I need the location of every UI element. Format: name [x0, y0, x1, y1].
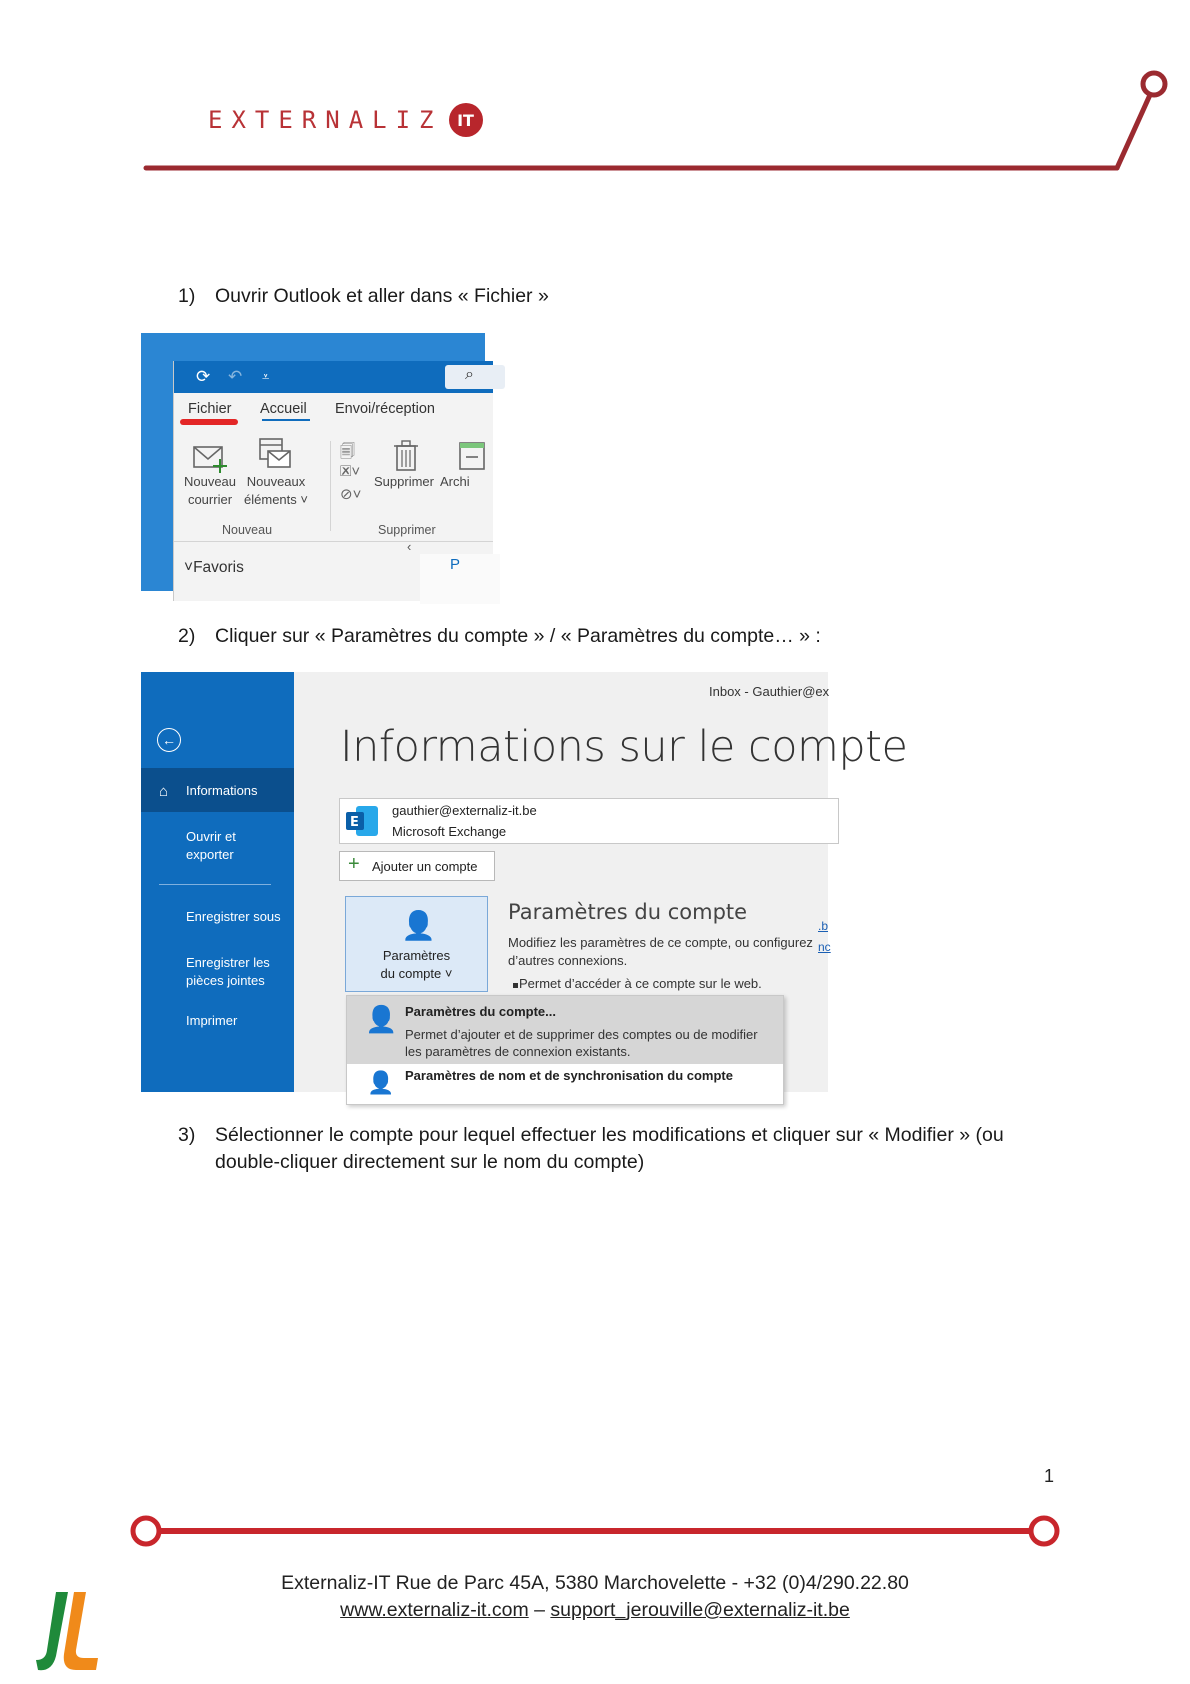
sidebar-label: pièces jointes: [186, 973, 265, 988]
quick-access-toolbar: [174, 361, 493, 393]
home-icon: ⌂: [159, 783, 169, 800]
account-info-screenshot: [141, 672, 908, 1095]
dropdown-item-title: Paramètres du compte...: [405, 1004, 556, 1019]
account-email: gauthier@externaliz-it.be: [392, 803, 537, 818]
sidebar-label: exporter: [186, 847, 234, 862]
header-rule-node: [1143, 73, 1165, 95]
step-number: 1): [178, 285, 196, 307]
delete-button[interactable]: Supprimer: [374, 474, 434, 489]
new-items-icon: [256, 435, 292, 473]
link-fragment[interactable]: nc: [818, 940, 831, 954]
page-title: Informations sur le compte: [340, 722, 908, 772]
archive-icon: [456, 439, 486, 473]
sidebar-divider: [159, 884, 271, 885]
page-number: 1: [1044, 1466, 1055, 1486]
junk-icon[interactable]: ⊘˅: [340, 486, 362, 503]
logo-text: EXTERNALIZ: [208, 106, 443, 134]
sync-icon[interactable]: ⟳: [196, 367, 211, 386]
sidebar-item-ouvrir-exporter[interactable]: [186, 828, 236, 864]
collapse-pane-icon[interactable]: ‹: [407, 539, 412, 554]
new-mail-label-2: courrier: [187, 492, 233, 507]
step-number: 2): [178, 625, 196, 647]
sidebar-item-imprimer[interactable]: Imprimer: [186, 1013, 238, 1028]
footer-website-link[interactable]: www.externaliz-it.com: [340, 1599, 529, 1621]
mail-pane-fragment: [420, 554, 500, 604]
group-label-supprimer: Supprimer: [378, 523, 436, 537]
add-account-label: Ajouter un compte: [372, 859, 478, 874]
step-text: Cliquer sur « Paramètres du compte » / « Paramètres du compte… » :: [215, 625, 821, 647]
plus-icon: +: [348, 853, 360, 875]
search-box[interactable]: [445, 365, 505, 389]
footer-address: Externaliz-IT Rue de Parc 45A, 5380 Marchovelette - +32 (0)4/290.22.80: [281, 1572, 909, 1594]
archive-button[interactable]: Archi: [440, 474, 470, 489]
tab-fichier[interactable]: Fichier: [188, 401, 232, 417]
jl-logo: [34, 1590, 100, 1674]
tab-envoi-reception[interactable]: Envoi/réception: [335, 401, 435, 417]
favorites-header[interactable]: [184, 559, 244, 577]
exchange-icon: [344, 804, 380, 838]
externaliz-logo: [208, 98, 483, 142]
add-account-button[interactable]: [339, 851, 495, 881]
chevron-down-icon: ˅: [184, 559, 194, 576]
new-mail-icon: [192, 441, 228, 475]
footer-separator: –: [528, 1599, 551, 1621]
link-fragment[interactable]: .b: [818, 919, 829, 933]
tab-accueil[interactable]: Accueil: [260, 401, 307, 417]
step-text: Ouvrir Outlook et aller dans « Fichier »: [215, 285, 549, 307]
footer-email-link[interactable]: support_jerouville@externaliz-it.be: [550, 1599, 850, 1621]
footer-rule-right-node: [1031, 1518, 1057, 1544]
new-mail-button[interactable]: [180, 473, 240, 509]
ribbon-bottom-separator: [174, 541, 493, 542]
group-label-nouveau: Nouveau: [222, 523, 273, 537]
svg-text:E: E: [350, 815, 359, 830]
account-settings-heading: Paramètres du compte: [508, 900, 748, 924]
sidebar-item-informations[interactable]: Informations: [186, 783, 258, 798]
back-arrow-icon[interactable]: ←: [157, 728, 181, 752]
accueil-active-underline: [262, 419, 310, 421]
pane-letter: P: [450, 556, 461, 573]
sidebar-label: Ouvrir et: [186, 829, 236, 844]
account-settings-button[interactable]: [345, 896, 488, 992]
outlook-ribbon-screenshot: [141, 333, 485, 591]
customize-toolbar-icon[interactable]: ⩡: [262, 369, 270, 384]
window-title: Inbox - Gauthier@ex: [709, 684, 830, 699]
new-items-label-1: Nouveaux: [246, 474, 306, 489]
user-settings-icon: 👤: [365, 1004, 398, 1034]
dropdown-item-account-settings[interactable]: [347, 996, 783, 1064]
step-text-line-1: Sélectionner le compte pour lequel effectuer les modifications et cliquer sur « Modifier » (ou: [215, 1124, 1004, 1146]
tile-label-2: du compte ˅: [380, 966, 453, 981]
sidebar-label: Enregistrer les: [186, 955, 270, 970]
header-rule-diagonal: [1117, 86, 1154, 168]
sidebar-item-enregistrer-sous[interactable]: Enregistrer sous: [186, 909, 281, 924]
new-mail-label-1: Nouveau: [183, 474, 237, 489]
step-number: 3): [178, 1124, 196, 1146]
account-settings-bullet: Permet d’accéder à ce compte sur le web.: [519, 976, 762, 991]
account-selector[interactable]: [339, 798, 839, 844]
fichier-highlight-underline: [180, 419, 238, 425]
footer-rule-left-node: [133, 1518, 159, 1544]
user-icon: 👤: [367, 1070, 395, 1095]
favorites-label: Favoris: [193, 559, 244, 576]
user-settings-icon: 👤: [401, 910, 436, 941]
dropdown-item-description: Permet d’ajouter et de supprimer des comptes ou de modifier les paramètres de connexion existants.: [405, 1027, 758, 1059]
outlook-window: [173, 361, 493, 601]
backstage-sidebar: [141, 672, 294, 1092]
delete-icon: [392, 439, 420, 473]
dropdown-item-title: Paramètres de nom et de synchronisation du compte: [405, 1068, 733, 1083]
clean-up-icon[interactable]: 🗷˅: [340, 463, 361, 480]
account-settings-dropdown: [346, 995, 784, 1105]
logo-badge: IT: [449, 103, 483, 137]
ignore-icon[interactable]: 🗐: [340, 443, 355, 460]
search-icon: ⌕: [465, 366, 474, 383]
account-type: Microsoft Exchange: [392, 824, 507, 839]
account-settings-description: Modifiez les paramètres de ce compte, ou configurez d’autres connexions.: [508, 935, 813, 968]
account-settings-label: [346, 947, 487, 983]
new-items-button[interactable]: [240, 473, 312, 509]
undo-icon[interactable]: ↶: [228, 367, 243, 386]
tile-label-1: Paramètres: [382, 948, 451, 963]
sidebar-item-enregistrer-pj[interactable]: [186, 954, 270, 990]
footer-contacts: [0, 1599, 1190, 1622]
new-items-label-2: éléments ˅: [244, 492, 308, 507]
step-text-line-2: double-cliquer directement sur le nom du compte): [215, 1151, 645, 1173]
ribbon-group-separator: [330, 441, 331, 531]
